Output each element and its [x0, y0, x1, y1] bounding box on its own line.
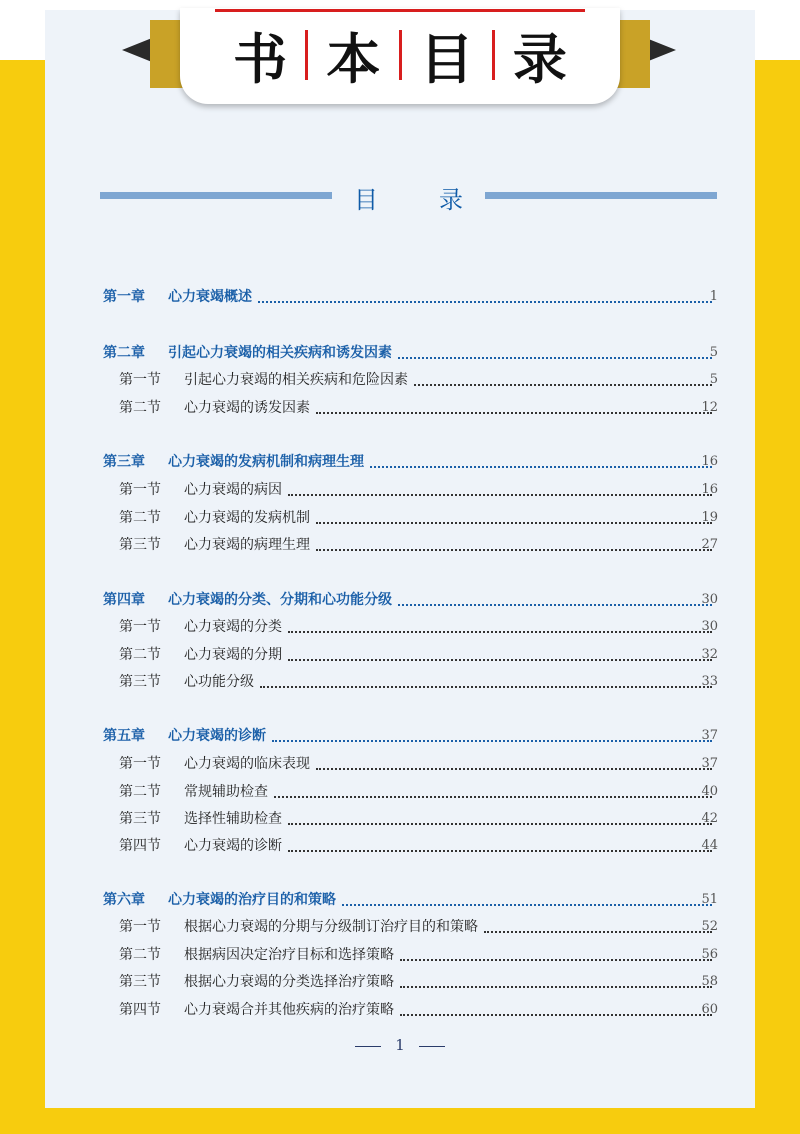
entry-number: 第一节	[119, 482, 161, 498]
dot-leader	[400, 959, 712, 961]
entry-page-number: 12	[701, 400, 718, 415]
entry-number: 第一节	[119, 756, 161, 772]
entry-number: 第六章	[103, 892, 145, 908]
entry-page-number: 16	[701, 454, 718, 469]
entry-title: 心力衰竭的病因	[184, 482, 282, 498]
toc-section-entry[interactable]	[0, 806, 800, 832]
banner-char: 本	[326, 27, 381, 91]
entry-page-number: 60	[701, 1002, 718, 1017]
entry-page-number: 37	[701, 756, 718, 771]
dot-leader	[288, 659, 712, 661]
entry-title: 根据心力衰竭的分类选择治疗策略	[184, 974, 394, 990]
dot-leader	[484, 931, 712, 933]
entry-title: 心力衰竭的发病机制	[184, 510, 310, 526]
entry-page-number: 33	[701, 674, 718, 689]
entry-title: 心力衰竭的分期	[184, 647, 282, 663]
dot-leader	[414, 384, 712, 386]
page-footer	[0, 1036, 800, 1054]
dot-leader	[342, 904, 712, 906]
banner-title	[215, 22, 585, 91]
dot-leader	[398, 357, 712, 359]
entry-number: 第五章	[103, 728, 145, 744]
toc-section-entry[interactable]	[0, 914, 800, 940]
dot-leader	[398, 604, 712, 606]
entry-title: 心力衰竭合并其他疾病的治疗策略	[184, 1002, 394, 1018]
entry-title: 心力衰竭的诊断	[184, 838, 282, 854]
footer-dash	[355, 1046, 381, 1047]
entry-page-number: 32	[701, 647, 718, 662]
toc-chapter-entry[interactable]	[0, 587, 800, 613]
entry-page-number: 19	[701, 510, 718, 525]
entry-number: 第三章	[103, 454, 145, 470]
entry-page-number: 58	[701, 974, 718, 989]
dot-leader	[400, 986, 712, 988]
toc-section-entry[interactable]	[0, 367, 800, 393]
toc-chapter-entry[interactable]	[0, 723, 800, 749]
dot-leader	[288, 850, 712, 852]
dot-leader	[274, 796, 712, 798]
entry-title: 心力衰竭的发病机制和病理生理	[168, 454, 364, 470]
toc-title-bar-right	[485, 192, 717, 199]
toc-section-entry[interactable]	[0, 969, 800, 995]
entry-title: 心力衰竭的分类	[184, 619, 282, 635]
toc-section-entry[interactable]	[0, 477, 800, 503]
entry-number: 第二章	[103, 345, 145, 361]
banner-char: 录	[512, 27, 567, 91]
entry-title: 心力衰竭的诱发因素	[184, 400, 310, 416]
dot-leader	[400, 1014, 712, 1016]
entry-page-number: 52	[701, 919, 718, 934]
toc-chapter-entry[interactable]	[0, 340, 800, 366]
entry-title: 根据病因决定治疗目标和选择策略	[184, 947, 394, 963]
toc-section-entry[interactable]	[0, 614, 800, 640]
entry-number: 第一节	[119, 619, 161, 635]
banner-red-line	[215, 9, 585, 12]
banner-char: 书	[233, 27, 288, 91]
entry-page-number: 5	[709, 372, 718, 387]
entry-number: 第一节	[119, 919, 161, 935]
toc-section-entry[interactable]	[0, 833, 800, 859]
entry-page-number: 42	[701, 811, 718, 826]
toc-chapter-entry[interactable]	[0, 284, 800, 310]
entry-page-number: 30	[701, 592, 718, 607]
entry-number: 第三节	[119, 974, 161, 990]
entry-number: 第二节	[119, 647, 161, 663]
entry-title: 心力衰竭的治疗目的和策略	[168, 892, 336, 908]
entry-number: 第一节	[119, 372, 161, 388]
dot-leader	[260, 686, 712, 688]
entry-page-number: 16	[701, 482, 718, 497]
toc-chapter-entry[interactable]	[0, 449, 800, 475]
entry-title: 心力衰竭概述	[168, 289, 252, 305]
entry-page-number: 51	[701, 892, 718, 907]
dot-leader	[370, 466, 712, 468]
dot-leader	[316, 768, 712, 770]
toc-title-bar-left	[100, 192, 332, 199]
dot-leader	[258, 301, 712, 303]
toc-section-entry[interactable]	[0, 942, 800, 968]
entry-title: 常规辅助检查	[184, 784, 268, 800]
toc-chapter-entry[interactable]	[0, 887, 800, 913]
dot-leader	[316, 412, 712, 414]
dot-leader	[316, 522, 712, 524]
entry-title: 心力衰竭的病理生理	[184, 537, 310, 553]
entry-number: 第二节	[119, 947, 161, 963]
entry-page-number: 44	[701, 838, 718, 853]
dot-leader	[288, 823, 712, 825]
banner-char: 目	[419, 27, 474, 91]
entry-number: 第一章	[103, 289, 145, 305]
entry-number: 第四节	[119, 838, 161, 854]
entry-title: 心功能分级	[184, 674, 254, 690]
entry-page-number: 40	[701, 784, 718, 799]
toc-section-entry[interactable]	[0, 997, 800, 1023]
entry-number: 第二节	[119, 510, 161, 526]
entry-title: 心力衰竭的临床表现	[184, 756, 310, 772]
toc-section-entry[interactable]	[0, 779, 800, 805]
entry-number: 第三节	[119, 674, 161, 690]
entry-title: 选择性辅助检查	[184, 811, 282, 827]
toc-section-entry[interactable]	[0, 669, 800, 695]
entry-page-number: 5	[709, 345, 718, 360]
dot-leader	[272, 740, 712, 742]
entry-page-number: 27	[701, 537, 718, 552]
entry-page-number: 56	[701, 947, 718, 962]
entry-number: 第三节	[119, 537, 161, 553]
toc-section-entry[interactable]	[0, 642, 800, 668]
entry-number: 第二节	[119, 400, 161, 416]
toc-title-char: 目	[354, 186, 378, 214]
entry-page-number: 1	[709, 289, 718, 304]
toc-section-entry[interactable]	[0, 532, 800, 558]
entry-number: 第二节	[119, 784, 161, 800]
toc-section-entry[interactable]	[0, 751, 800, 777]
entry-title: 引起心力衰竭的相关疾病和诱发因素	[168, 345, 392, 361]
entry-title: 心力衰竭的分类、分期和心功能分级	[168, 592, 392, 608]
entry-title: 引起心力衰竭的相关疾病和危险因素	[184, 372, 408, 388]
entry-title: 心力衰竭的诊断	[168, 728, 266, 744]
page-number: 1	[395, 1036, 405, 1054]
toc-section-entry[interactable]	[0, 505, 800, 531]
dot-leader	[288, 631, 712, 633]
footer-dash	[419, 1046, 445, 1047]
entry-title: 根据心力衰竭的分期与分级制订治疗目的和策略	[184, 919, 478, 935]
toc-title-char: 录	[439, 186, 463, 214]
dot-leader	[316, 549, 712, 551]
entry-number: 第四节	[119, 1002, 161, 1018]
entry-page-number: 30	[701, 619, 718, 634]
entry-number: 第三节	[119, 811, 161, 827]
toc-section-entry[interactable]	[0, 395, 800, 421]
toc-title	[332, 180, 485, 215]
entry-number: 第四章	[103, 592, 145, 608]
entry-page-number: 37	[701, 728, 718, 743]
dot-leader	[288, 494, 712, 496]
